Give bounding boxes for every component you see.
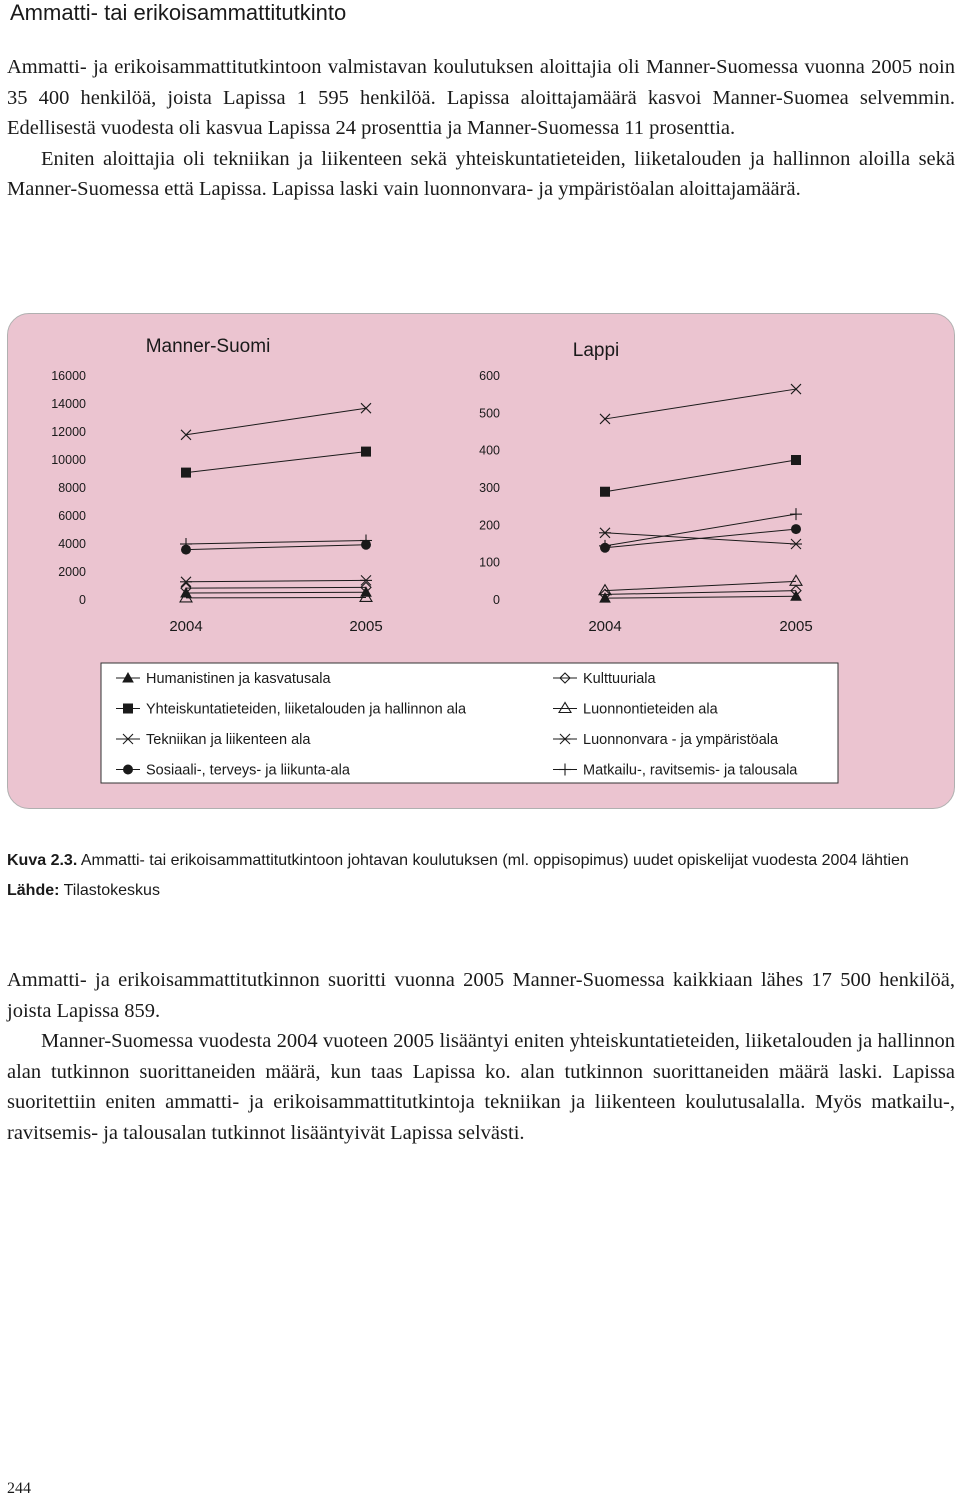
data-point (790, 539, 802, 549)
series-luo (599, 575, 802, 594)
chart-title: Lappi (572, 340, 620, 361)
section-heading: Ammatti- tai erikoisammattitutkinto (10, 0, 347, 25)
series-line (605, 581, 796, 590)
legend-label: Kulttuuriala (583, 671, 656, 687)
legend-marker (123, 765, 133, 775)
y-tick-label: 400 (479, 443, 500, 458)
legend-label: Yhteiskuntatieteiden, liiketalouden ja hallinnon ala (146, 701, 467, 718)
series-line (605, 460, 796, 492)
y-tick-label: 300 (479, 481, 500, 495)
data-point (791, 524, 801, 534)
y-tick-label: 600 (479, 369, 500, 383)
data-point (361, 447, 371, 457)
series-line (605, 389, 796, 419)
x-tick-label: 2005 (349, 618, 383, 635)
series-tek (600, 384, 801, 424)
legend-marker-shape (123, 765, 133, 775)
page-number: 244 (7, 1480, 31, 1497)
chart-title: Manner-Suomi (145, 336, 271, 357)
legend-label: Luonnontieteiden ala (583, 701, 718, 718)
legend-item-luv (553, 732, 779, 748)
data-point-shape (791, 524, 801, 534)
data-point-shape (791, 455, 801, 465)
y-tick-label: 4000 (58, 537, 86, 551)
series-yht (600, 455, 801, 497)
intro-paragraph-2: Eniten aloittajia oli tekniikan ja liikenteen sekä yhteiskuntatieteiden, liiketalouden ja hallinnon aloilla sekä Manner-Suomessa että Lapissa. Lapissa laski vain luonnonvara- ja ympäristöalan aloittajamäärä. (7, 147, 955, 200)
y-tick-label: 14000 (51, 397, 86, 411)
lower-paragraph-1: Ammatti- ja erikoisammattitutkinnon suoritti vuonna 2005 Manner-Suomessa kaikkiaan lähes 17 500 henkilöä, joista Lapissa 859. (7, 969, 955, 1022)
caption-text: Ammatti- tai erikoisammattitutkintoon johtavan koulutuksen (ml. oppisopimus) uudet opiskelijat vuodesta 2004 lähtien (77, 852, 909, 869)
x-tick-label: 2004 (588, 618, 622, 635)
series-yht (181, 447, 371, 478)
legend-label: Tekniikan ja liikenteen ala (146, 732, 311, 748)
data-point (180, 577, 192, 587)
legend-label: Humanistinen ja kasvatusala (146, 671, 331, 687)
y-tick-label: 8000 (58, 481, 86, 495)
series-line (605, 533, 796, 544)
legend-marker-shape (123, 704, 133, 714)
data-point (600, 414, 610, 424)
legend-item-yht (116, 702, 467, 718)
series-mat (180, 535, 372, 551)
series-line (186, 580, 366, 581)
series-luv (180, 575, 372, 586)
figure-caption (7, 846, 955, 906)
data-point (791, 384, 801, 394)
data-point (600, 487, 610, 497)
y-tick-label: 16000 (51, 369, 86, 383)
chart-panel-1 (51, 336, 382, 635)
lower-text (7, 965, 955, 1148)
legend-item-sos (116, 763, 351, 779)
legend-item-mat (553, 763, 798, 779)
x-tick-label: 2005 (779, 618, 813, 635)
intro-paragraph-1: Ammatti- ja erikoisammattitutkintoon valmistavan koulutuksen aloittajia oli Manner-Suomessa vuonna 2005 noin 35 400 henkilöä, joista Lapissa 1 595 henkilöä. Lapissa aloittajamäärä kasvoi Manner-Suomea selvemmin. Edellisestä vuodesta oli kasvua Lapissa 24 prosenttia ja Manner-Suomessa 11 prosenttia. (7, 56, 955, 139)
data-point-shape (361, 447, 371, 457)
data-point-shape (790, 575, 802, 585)
legend-marker (123, 704, 133, 714)
series-line (186, 587, 366, 588)
intro-text (7, 52, 955, 205)
y-tick-label: 500 (479, 406, 500, 421)
data-point (790, 508, 802, 520)
y-tick-label: 12000 (51, 425, 86, 439)
chart-panel (7, 313, 955, 809)
chart-panel-2 (479, 340, 813, 635)
series-line (186, 408, 366, 435)
x-tick-label: 2004 (169, 618, 203, 635)
series-line (186, 452, 366, 473)
data-point-shape (600, 487, 610, 497)
series-line (186, 592, 366, 593)
y-tick-label: 200 (479, 518, 500, 533)
data-point (360, 575, 372, 585)
series-line (605, 596, 796, 598)
data-point (181, 430, 191, 440)
caption-label: Kuva 2.3. (7, 852, 78, 869)
lower-paragraph-2: Manner-Suomessa vuodesta 2004 vuoteen 2005 lisääntyi eniten yhteiskuntatieteiden, liiketalouden ja hallinnon alan tutkinnon suorittaneiden määrä, kun taas Lapissa ko. alan tutkinnon suorittaneiden määrä laski. Lapissa suoritettiin eniten ammatti- ja erikoisammattitutkintoja tekniikan ja liikenteen koulutusalalla. Myös matkailu-, ravitsemis- ja talousalan tutkinnot lisääntyivät Lapissa selvästi. (7, 1030, 955, 1144)
series-line (186, 541, 366, 545)
data-point (181, 468, 191, 478)
series-hum (181, 587, 371, 597)
source-label: Lähde: (7, 882, 60, 899)
data-point (790, 575, 802, 585)
legend-label: Luonnonvara - ja ympäristöala (583, 732, 779, 748)
legend-item-tek (116, 732, 311, 748)
series-kult (181, 582, 371, 593)
data-point (599, 528, 611, 538)
y-tick-label: 0 (79, 593, 86, 607)
series-line (186, 545, 366, 550)
legend-label: Matkailu-, ravitsemis- ja talousala (583, 762, 798, 779)
legend-item-hum (116, 671, 332, 687)
y-tick-label: 10000 (51, 453, 86, 467)
y-tick-label: 6000 (58, 509, 86, 523)
y-tick-label: 100 (479, 555, 500, 570)
series-line (605, 591, 796, 595)
y-tick-label: 2000 (58, 565, 86, 579)
legend-label: Sosiaali-, terveys- ja liikunta-ala (146, 762, 350, 779)
data-point-shape (181, 468, 191, 478)
data-point (791, 455, 801, 465)
chart-legend (101, 663, 838, 783)
data-point (361, 403, 371, 413)
source-text: Tilastokeskus (59, 882, 160, 899)
series-tek (181, 403, 371, 440)
source-line (7, 876, 955, 906)
chart-figure (8, 314, 956, 810)
series-line (605, 514, 796, 546)
caption-line (7, 846, 955, 876)
y-tick-label: 0 (493, 593, 500, 607)
